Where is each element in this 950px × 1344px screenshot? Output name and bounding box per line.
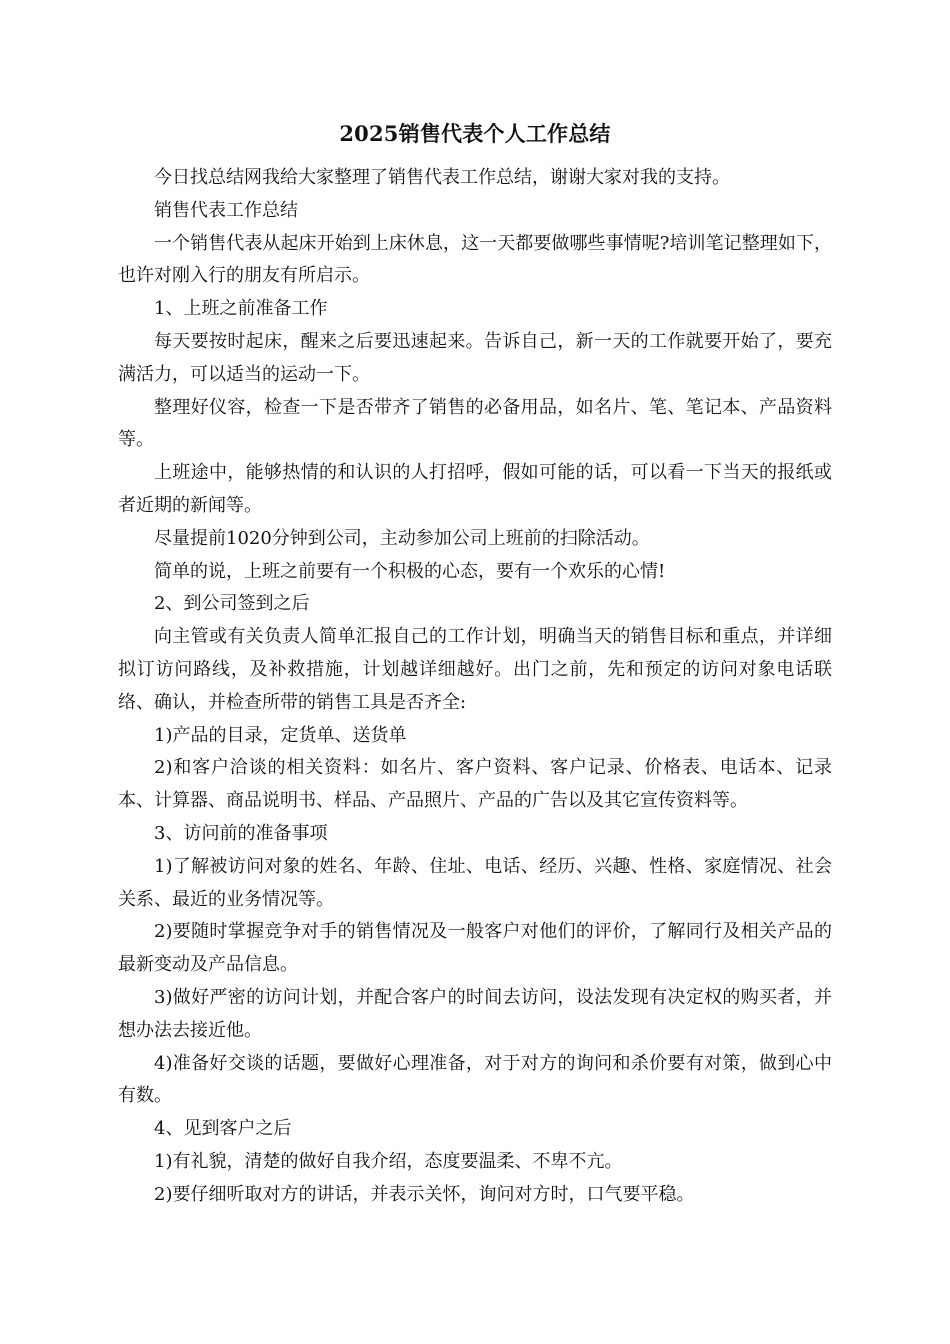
document-title: 2025销售代表个人工作总结 — [339, 121, 611, 146]
body-paragraph: 整理好仪容，检查一下是否带齐了销售的必备用品，如名片、笔、笔记本、产品资料等。 — [118, 396, 832, 451]
section-heading: 销售代表工作总结 — [154, 199, 298, 221]
body-paragraph: 一个销售代表从起床开始到上床休息，这一天都要做哪些事情呢?培训笔记整理如下，也许对刚入行的朋友有所启示。 — [118, 232, 832, 287]
list-item: 1)了解被访问对象的姓名、年龄、住址、电话、经历、兴趣、性格、家庭情况、社会关系、最近的业务情况等。 — [118, 855, 832, 910]
list-item: 2)和客户洽谈的相关资料：如名片、客户资料、客户记录、价格表、电话本、记录本、计算器、商品说明书、样品、产品照片、产品的广告以及其它宣传资料等。 — [118, 757, 832, 812]
section-heading: 2、到公司签到之后 — [154, 593, 310, 615]
body-paragraph: 每天要按时起床，醒来之后要迅速起来。告诉自己，新一天的工作就要开始了，要充满活力，可以适当的运动一下。 — [118, 330, 832, 385]
body-paragraph: 尽量提前1020分钟到公司，主动参加公司上班前的扫除活动。 — [154, 527, 650, 549]
list-item: 1)产品的目录，定货单、送货单 — [154, 724, 407, 746]
section-heading: 4、见到客户之后 — [154, 1118, 292, 1140]
list-item: 1)有礼貌，清楚的做好自我介绍，态度要温柔、不卑不亢。 — [154, 1150, 623, 1172]
intro-paragraph: 今日找总结网我给大家整理了销售代表工作总结，谢谢大家对我的支持。 — [154, 167, 730, 188]
section-heading: 1、上班之前准备工作 — [154, 298, 328, 320]
list-item: 2)要随时掌握竞争对手的销售情况及一般客户对他们的评价，了解同行及相关产品的最新变动及产品信息。 — [118, 921, 832, 976]
list-item: 4)准备好交谈的话题，要做好心理准备，对于对方的询问和杀价要有对策，做到心中有数。 — [118, 1052, 832, 1107]
body-paragraph: 简单的说，上班之前要有一个积极的心态，要有一个欢乐的心情! — [154, 560, 666, 582]
section-heading: 3、访问前的准备事项 — [154, 822, 328, 844]
body-paragraph: 向主管或有关负责人简单汇报自己的工作计划，明确当天的销售目标和重点，并详细拟订访问路线，及补救措施，计划越详细越好。出门之前，先和预定的访问对象电话联络、确认，并检查所带的销售工具是否齐全: — [118, 626, 832, 713]
list-item: 2)要仔细听取对方的讲话，并表示关怀，询问对方时，口气要平稳。 — [154, 1183, 695, 1205]
list-item: 3)做好严密的访问计划，并配合客户的时间去访问，设法发现有决定权的购买者，并想办法去接近他。 — [118, 986, 832, 1041]
body-paragraph: 上班途中，能够热情的和认识的人打招呼，假如可能的话，可以看一下当天的报纸或者近期的新闻等。 — [118, 462, 832, 516]
